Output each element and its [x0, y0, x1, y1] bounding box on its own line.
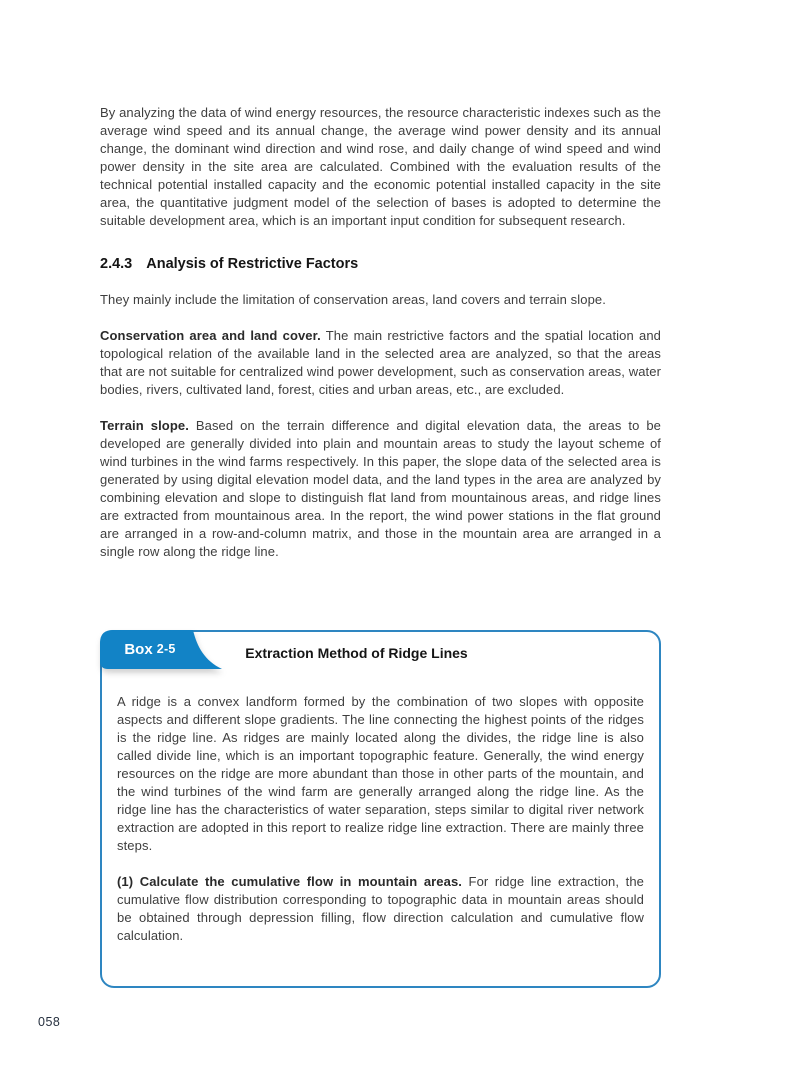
box-tab-word: Box	[124, 640, 153, 658]
section-title: Analysis of Restrictive Factors	[146, 256, 359, 272]
section-heading	[100, 255, 661, 273]
paragraph-text: Based on the terrain difference and digital elevation data, the areas to be developed are generally divided into plain and mountain areas to study the layout scheme of wind turbines in the wind farms respectively. In this paper, the slope data of the selected area is generated by using digital elevation model data, and the land types in the area are analyzed by combining elevation and slope to distinguish flat land from mountainous areas, and ridge lines are extracted from mountainous area. In the report, the wind power stations in the flat ground are arranged in a row-and-column matrix, and those in the mountain area are arranged in a single row along the ridge line.	[100, 418, 662, 559]
box-paragraph-ridge: A ridge is a convex landform formed by the combination of two slopes with opposite aspects and different slope gradients. The line connecting the highest points of the ridges is the ridge line. As ridges are mainly located along the divides, the ridge line is also called divide line, which is an important topographic feature. Generally, the wind energy resources on the ridge are more abundant than those in other parts of the mountain, and the wind turbines of the wind farm are generally arranged along the ridge line. As the ridge line has the characteristics of water separation, steps similar to digital river network extraction are adopted in this report to realize ridge line extraction. There are mainly three steps.	[117, 694, 644, 853]
box-paragraph-step1	[117, 873, 644, 945]
paragraph-text: The main restrictive factors and the spatial location and topological relation of the available land in the selected area are analyzed, so that the areas that are not suitable for centralized wind power development, such as conservation areas, water bodies, rivers, cultivated land, forest, cities and urban areas, etc., are excluded.	[100, 328, 661, 397]
box-tab-label	[100, 630, 200, 668]
box-tab-number: 2-5	[156, 642, 176, 656]
paragraph-lead: Terrain slope.	[100, 418, 189, 433]
callout-box	[100, 630, 661, 988]
callout-box-title: Extraction Method of Ridge Lines	[245, 645, 468, 661]
intro-paragraph: By analyzing the data of wind energy resources, the resource characteristic indexes such as the average wind speed and its annual change, the average wind power density and its annual change, the dominant wind direction and wind rose, and daily change of wind speed and wind power density in the site area are calculated. Combined with the evaluation results of the technical potential installed capacity and the economic potential installed capacity in the site area, the quantitative judgment model of the selection of bases is adopted to determine the suitable development area, which is an important input condition for subsequent research.	[100, 105, 661, 228]
callout-box-header	[117, 632, 644, 670]
box-tab	[100, 630, 222, 670]
section-number: 2.4.3	[100, 256, 133, 272]
page-content	[100, 104, 661, 988]
paragraph-conservation	[100, 327, 661, 399]
paragraph-restrictive-summary: They mainly include the limitation of conservation areas, land covers and terrain slope.	[100, 292, 606, 307]
paragraph-text: For ridge line extraction, the cumulative flow distribution corresponding to topographic data in mountain areas should be obtained through depression filling, flow direction calculation and cumulative flow calculation.	[117, 874, 644, 943]
paragraph-terrain-slope	[100, 417, 661, 561]
paragraph-lead: (1) Calculate the cumulative flow in mountain areas.	[117, 874, 463, 889]
paragraph-lead: Conservation area and land cover.	[100, 328, 321, 343]
page-number: 058	[38, 1015, 61, 1029]
